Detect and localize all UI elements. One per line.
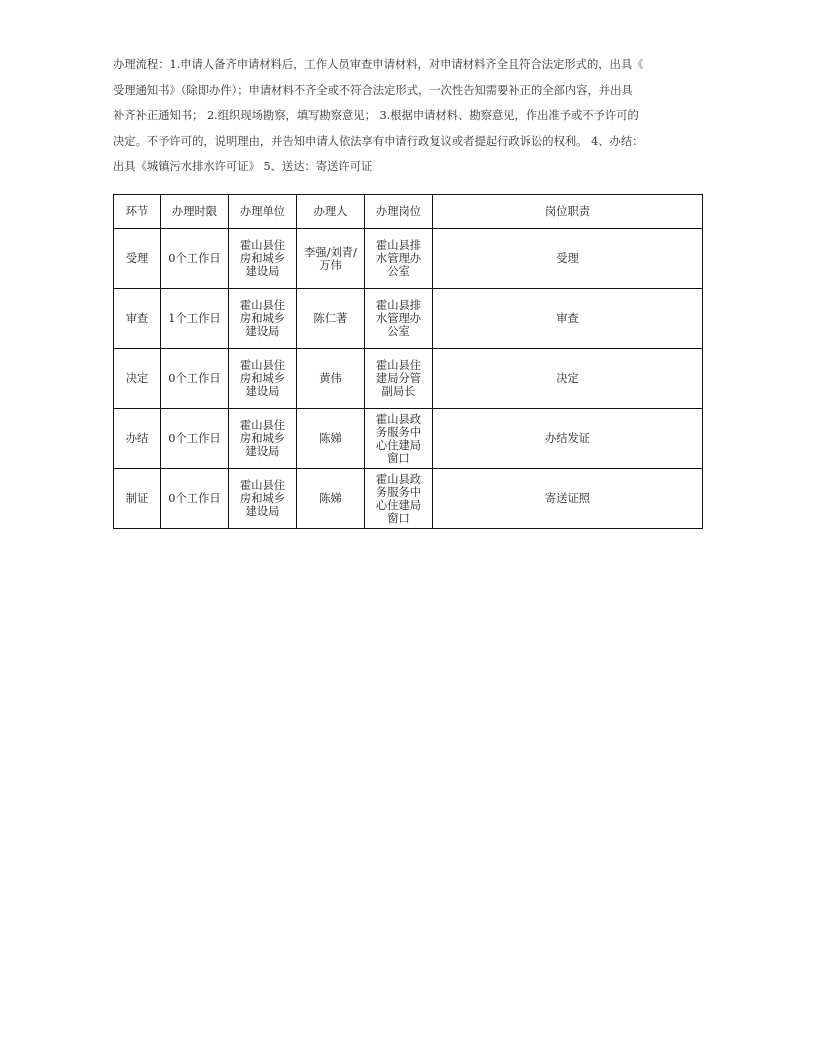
process-table [113, 194, 703, 529]
cell-unit: 霍山县住房和城乡建设局 [229, 289, 297, 349]
cell-step: 受理 [114, 229, 161, 289]
cell-step: 审查 [114, 289, 161, 349]
cell-time-limit: 0个工作日 [161, 349, 229, 409]
cell-post: 霍山县政务服务中心住建局窗口 [365, 409, 433, 469]
cell-time-limit: 1个工作日 [161, 289, 229, 349]
cell-duty: 决定 [433, 349, 703, 409]
table-row [114, 349, 703, 409]
header-post: 办理岗位 [365, 195, 433, 229]
cell-handler: 李强/刘青/万伟 [297, 229, 365, 289]
process-description [113, 52, 709, 180]
cell-step: 制证 [114, 469, 161, 529]
cell-unit: 霍山县住房和城乡建设局 [229, 469, 297, 529]
table-row [114, 409, 703, 469]
header-time-limit: 办理时限 [161, 195, 229, 229]
cell-post: 霍山县排水管理办公室 [365, 229, 433, 289]
process-line: 出具《城镇污水排水许可证》 5、送达：寄送许可证 [113, 160, 373, 173]
cell-duty: 审查 [433, 289, 703, 349]
process-line: 决定。不予许可的，说明理由，并告知申请人依法享有申请行政复议或者提起行政诉讼的权利。 4、办结： [113, 134, 644, 148]
header-handler: 办理人 [297, 195, 365, 229]
process-line: 受理通知书》（除即办件）；申请材料不齐全或不符合法定形式，一次性告知需要补正的全部内容，并出具 [113, 83, 633, 97]
cell-handler: 陈娣 [297, 469, 365, 529]
cell-handler: 陈娣 [297, 409, 365, 469]
cell-unit: 霍山县住房和城乡建设局 [229, 409, 297, 469]
table-header-row [114, 195, 703, 229]
header-step: 环节 [114, 195, 161, 229]
cell-duty: 受理 [433, 229, 703, 289]
cell-handler: 陈仁著 [297, 289, 365, 349]
cell-unit: 霍山县住房和城乡建设局 [229, 229, 297, 289]
process-line: 补齐补正通知书； 2.组织现场勘察，填写勘察意见； 3.根据申请材料、勘察意见，作出准予或不予许可的 [113, 109, 639, 122]
cell-duty: 寄送证照 [433, 469, 703, 529]
table-row [114, 289, 703, 349]
cell-time-limit: 0个工作日 [161, 229, 229, 289]
cell-duty: 办结发证 [433, 409, 703, 469]
cell-step: 办结 [114, 409, 161, 469]
table-row [114, 469, 703, 529]
cell-post: 霍山县排水管理办公室 [365, 289, 433, 349]
cell-handler: 黄伟 [297, 349, 365, 409]
process-line: 办理流程：1.申请人备齐申请材料后，工作人员审查申请材料，对申请材料齐全且符合法定形式的，出具《 [113, 58, 644, 71]
cell-time-limit: 0个工作日 [161, 469, 229, 529]
header-duty: 岗位职责 [433, 195, 703, 229]
cell-unit: 霍山县住房和城乡建设局 [229, 349, 297, 409]
cell-time-limit: 0个工作日 [161, 409, 229, 469]
cell-step: 决定 [114, 349, 161, 409]
header-unit: 办理单位 [229, 195, 297, 229]
cell-post: 霍山县政务服务中心住建局窗口 [365, 469, 433, 529]
cell-post: 霍山县住建局分管副局长 [365, 349, 433, 409]
table-row [114, 229, 703, 289]
